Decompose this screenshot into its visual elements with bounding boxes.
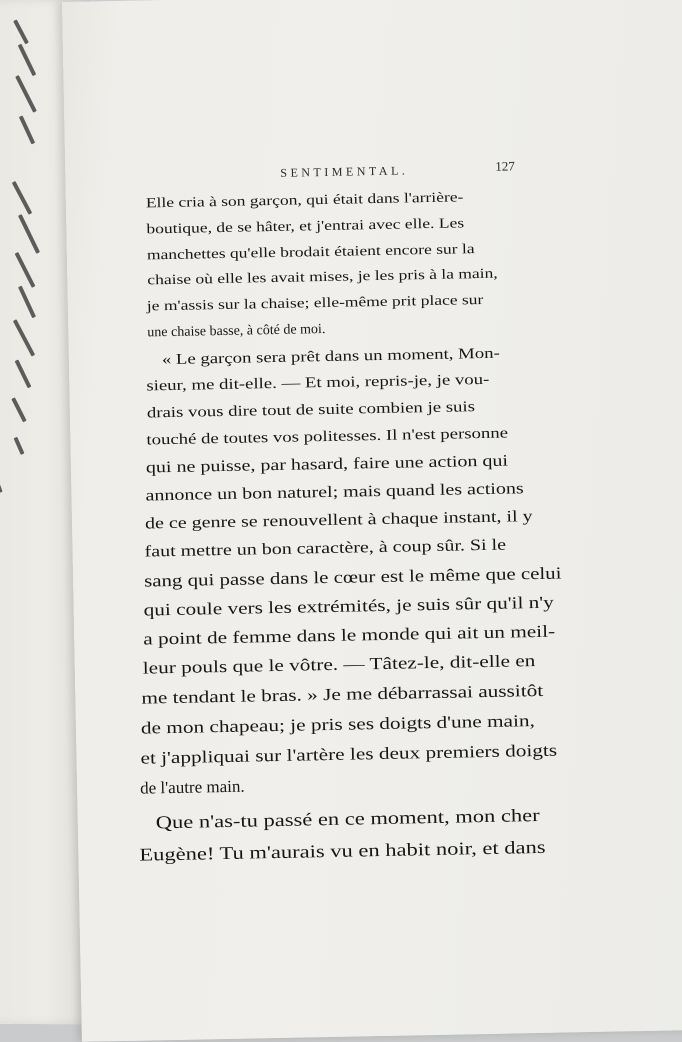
text-line: sieur, me dit-elle. — Et moi, repris-je, je vou-: [146, 371, 490, 395]
text-line: de mon chapeau; je pris ses doigts d'une main,: [140, 711, 535, 738]
text-line: chaise où elle les avait mises, je les pris à la main,: [147, 266, 498, 289]
page-number: 127: [495, 158, 515, 174]
text-line: Que n'as-tu passé en ce moment, mon cher: [155, 804, 540, 833]
text-line: de ce genre se renouvellent à chaque instant, il y: [144, 508, 533, 533]
text-line: manchettes qu'elle brodait étaient encore sur la: [146, 242, 475, 264]
text-line: « Le garçon sera prêt dans un moment, Mon-: [161, 345, 500, 369]
text-line: me tendant le bras. » Je me débarrassai aussitôt: [141, 680, 544, 708]
text-line: qui ne puisse, par hasard, faire une action qui: [145, 452, 509, 477]
text-line: je m'assis sur la chaise; elle-même prit place sur: [146, 292, 484, 315]
text-line: boutique, de se hâter, et j'entrai avec elle. Les: [146, 216, 465, 238]
text-line: une chaise basse, à côté de moi.: [147, 322, 326, 341]
text-line: de l'autre main.: [139, 776, 245, 798]
text-line: leur pouls que le vôtre. — Tâtez-le, dit-elle en: [142, 651, 536, 678]
text-line: annonce un bon naturel; mais quand les actions: [145, 480, 524, 505]
text-line: a point de femme dans le monde qui ait un meil-: [143, 621, 556, 649]
text-line: Elle cria à son garçon, qui était dans l'arrière-: [145, 190, 464, 212]
text-line: drais vous dire tout de suite combien je suis: [146, 399, 476, 422]
running-head: SENTIMENTAL.: [280, 163, 409, 180]
text-line: touché de toutes vos politesses. Il n'est personne: [146, 425, 509, 449]
text-line: qui coule vers les extrémités, je suis sûr qu'il n'y: [143, 592, 554, 620]
text-line: et j'appliquai sur l'artère les deux premiers doigts: [140, 740, 558, 768]
text-line: sang qui passe dans le cœur est le même que celui: [143, 563, 562, 591]
book-page: [62, 0, 682, 1042]
text-line: Eugène! Tu m'aurais vu en habit noir, et dans: [139, 836, 546, 865]
text-line: faut mettre un bon caractère, à coup sûr. Si le: [144, 536, 507, 561]
